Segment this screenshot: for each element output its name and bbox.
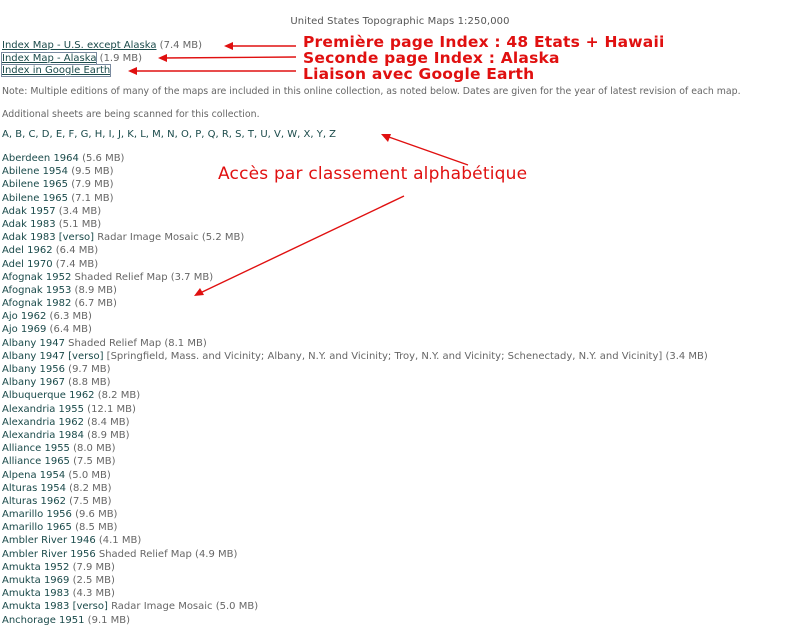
map-details: Radar Image Mosaic (5.0 MB) — [107, 601, 259, 613]
arrow-head-index-us — [224, 42, 233, 50]
alphabet-separator: , — [267, 129, 275, 140]
list-item — [2, 284, 798, 297]
map-details: (6.3 MB) — [46, 311, 92, 323]
map-details: (7.4 MB) — [52, 258, 99, 270]
list-item — [2, 534, 798, 547]
map-link[interactable]: Albany 1947 [verso] — [2, 350, 104, 362]
map-details: (8.9 MB) — [71, 284, 117, 296]
map-details: (12.1 MB) — [83, 403, 136, 415]
list-item — [2, 218, 798, 231]
map-link[interactable]: Anchorage 1951 — [2, 614, 85, 626]
map-link[interactable]: Alexandria 1962 — [2, 416, 84, 428]
index-row-alaska — [2, 53, 142, 65]
map-link[interactable]: Alexandria 1955 — [2, 403, 84, 415]
map-link[interactable]: Amukta 1969 — [2, 575, 70, 586]
index-map-us-size: (7.4 MB) — [156, 40, 203, 51]
map-link[interactable]: Afognak 1952 — [2, 271, 72, 283]
list-item — [2, 429, 798, 442]
alphabet-link-e[interactable]: E — [55, 129, 63, 140]
alphabet-link-m[interactable]: M — [152, 129, 161, 140]
map-details: Shaded Relief Map (4.9 MB) — [95, 548, 238, 560]
list-item — [2, 495, 798, 508]
alphabet-separator: , — [102, 129, 109, 140]
map-details: (9.7 MB) — [64, 364, 111, 375]
alphabet-separator: , — [241, 129, 248, 140]
map-link[interactable]: Aberdeen 1964 — [2, 153, 79, 164]
alphabet-link-b[interactable]: B — [15, 129, 23, 140]
list-item — [2, 192, 798, 205]
arrow-to-index-alaska — [162, 57, 296, 58]
map-link[interactable]: Alliance 1955 — [2, 443, 70, 455]
map-details: (8.5 MB) — [71, 522, 118, 534]
list-item — [2, 178, 798, 191]
map-details: (8.8 MB) — [64, 377, 111, 389]
list-item — [2, 389, 798, 402]
page-title: United States Topographic Maps 1:250,000 — [290, 16, 510, 27]
map-details: (5.0 MB) — [65, 469, 111, 481]
alphabet-link-i[interactable]: I — [108, 129, 112, 140]
list-item — [2, 587, 798, 600]
alphabet-separator: , — [174, 129, 181, 140]
map-link[interactable]: Ajo 1969 — [2, 324, 47, 336]
map-link[interactable]: Afognak 1982 — [2, 298, 72, 310]
index-row-google-earth — [2, 65, 110, 77]
list-item — [2, 614, 798, 627]
map-link[interactable]: Abilene 1965 — [2, 179, 69, 191]
alphabet-separator: , — [297, 129, 304, 140]
alphabet-link-c[interactable]: C — [28, 129, 36, 140]
alphabet-separator: , — [310, 129, 317, 140]
alphabet-separator: , — [280, 129, 288, 140]
alphabet-separator: , — [133, 129, 141, 140]
alphabet-link-v[interactable]: V — [274, 129, 281, 140]
list-item — [2, 271, 798, 284]
annotation-google-earth: Liaison avec Google Earth — [303, 65, 535, 83]
annotation-first-index: Première page Index : 48 Etats + Hawaii — [303, 33, 665, 51]
alphabet-separator: , — [49, 129, 56, 140]
map-details: (2.5 MB) — [69, 575, 115, 586]
alphabet-link-y[interactable]: Y — [316, 129, 323, 140]
alphabet-separator: , — [35, 129, 42, 140]
list-item — [2, 416, 798, 429]
alphabet-separator: , — [74, 129, 81, 140]
alphabet-separator: , — [160, 129, 168, 140]
map-details: (6.4 MB) — [46, 324, 92, 336]
annotation-second-index: Seconde page Index : Alaska — [303, 49, 560, 67]
alphabet-link-q[interactable]: Q — [207, 129, 216, 140]
list-item — [2, 297, 798, 310]
map-details: (7.1 MB) — [68, 192, 114, 204]
alphabet-separator: , — [253, 129, 261, 140]
alphabet-link-t[interactable]: T — [247, 129, 254, 140]
alphabet-link-f[interactable]: F — [68, 129, 75, 140]
map-link[interactable]: Adak 1983 — [2, 218, 56, 230]
list-item — [2, 323, 798, 336]
list-item — [2, 455, 798, 468]
list-item — [2, 337, 798, 350]
alphabet-separator: , — [120, 129, 128, 140]
map-link[interactable]: Ambler River 1946 — [2, 535, 96, 547]
map-link[interactable]: Adak 1957 — [2, 205, 56, 217]
index-google-earth-link[interactable]: Index in Google Earth — [2, 65, 111, 76]
map-link[interactable]: Abilene 1954 — [2, 166, 69, 178]
map-details: (4.1 MB) — [95, 535, 142, 547]
map-link[interactable]: Alturas 1954 — [2, 482, 66, 494]
list-item — [2, 258, 798, 271]
alphabet-separator: , — [188, 129, 196, 140]
map-link[interactable]: Adak 1983 [verso] — [2, 232, 95, 244]
additional-note: Additional sheets are being scanned for this collection. — [2, 109, 260, 120]
map-link[interactable]: Alpena 1954 — [2, 469, 66, 481]
arrow-head-index-alaska — [158, 54, 167, 62]
alphabet-link-n[interactable]: N — [167, 129, 175, 140]
list-item — [2, 548, 798, 561]
index-row-us — [2, 40, 202, 52]
alphabet-link-d[interactable]: D — [41, 129, 50, 140]
alphabet-link-a[interactable]: A — [2, 129, 9, 140]
alphabet-separator: , — [62, 129, 69, 140]
map-list — [2, 152, 798, 627]
map-link[interactable]: Amukta 1983 — [2, 588, 70, 600]
map-details: (8.2 MB) — [94, 390, 141, 402]
map-details: (9.6 MB) — [71, 509, 118, 521]
editions-note: Note: Multiple editions of many of the maps are included in this online collection, as noted below. Dates are given for the year of latest revision of each map. — [2, 86, 741, 97]
map-link[interactable]: Alexandria 1984 — [2, 429, 84, 441]
arrow-head-google-earth — [128, 67, 137, 75]
alphabet-link-r[interactable]: R — [221, 129, 229, 140]
map-details: (4.3 MB) — [69, 588, 115, 600]
map-details: (8.2 MB) — [65, 482, 112, 494]
map-link[interactable]: Ajo 1962 — [2, 311, 47, 323]
alphabet-separator: , — [8, 129, 16, 140]
map-details: (7.9 MB) — [69, 561, 115, 573]
map-link[interactable]: Afognak 1953 — [2, 284, 72, 296]
map-details: (9.5 MB) — [68, 166, 114, 178]
list-item — [2, 363, 798, 376]
alphabet-separator: , — [88, 129, 95, 140]
map-details: (6.4 MB) — [52, 245, 99, 257]
alphabet-link-s[interactable]: S — [235, 129, 242, 140]
alphabet-link-w[interactable]: W — [287, 129, 298, 140]
map-details: (5.6 MB) — [78, 153, 125, 164]
map-link[interactable]: Adel 1962 — [2, 245, 53, 257]
alphabet-link-o[interactable]: O — [180, 129, 189, 140]
map-details: (3.4 MB) — [55, 205, 102, 217]
alphabet-separator: , — [215, 129, 222, 140]
map-details: (8.9 MB) — [83, 429, 130, 441]
alphabet-separator: , — [111, 129, 118, 140]
map-link[interactable]: Abilene 1965 — [2, 192, 69, 204]
list-item — [2, 376, 798, 389]
map-link[interactable]: Amukta 1952 — [2, 561, 70, 573]
map-link[interactable]: Albany 1967 — [2, 377, 65, 389]
list-item — [2, 521, 798, 534]
alphabet-link-h[interactable]: H — [94, 129, 103, 140]
map-link[interactable]: Amarillo 1965 — [2, 522, 72, 534]
map-link[interactable]: Amukta 1983 [verso] — [2, 601, 108, 613]
map-details: Shaded Relief Map (8.1 MB) — [64, 337, 207, 349]
map-link[interactable]: Alturas 1962 — [2, 495, 66, 507]
map-details: (7.5 MB) — [69, 456, 116, 468]
list-item — [2, 350, 798, 363]
alphabet-link-x[interactable]: X — [303, 129, 311, 140]
alphabet-separator: , — [145, 129, 153, 140]
map-details: (9.1 MB) — [84, 614, 131, 626]
list-item — [2, 310, 798, 323]
alphabet-link-j[interactable]: J — [117, 129, 121, 140]
map-details: (5.1 MB) — [55, 218, 102, 230]
alphabet-separator: , — [228, 129, 236, 140]
list-item — [2, 469, 798, 482]
list-item — [2, 231, 798, 244]
map-link[interactable]: Ambler River 1956 — [2, 548, 96, 560]
map-details: Radar Image Mosaic (5.2 MB) — [94, 232, 245, 244]
index-map-alaska-size: (1.9 MB) — [96, 53, 143, 64]
alphabet-separator: , — [201, 129, 208, 140]
alphabet-link-z[interactable]: Z — [329, 129, 337, 140]
map-link[interactable]: Alliance 1965 — [2, 456, 70, 468]
map-details: (7.5 MB) — [65, 495, 112, 507]
map-details: (8.0 MB) — [69, 443, 116, 455]
map-details: (6.7 MB) — [71, 298, 117, 310]
alphabet-link-u[interactable]: U — [260, 129, 268, 140]
map-details: Shaded Relief Map (3.7 MB) — [71, 271, 214, 283]
annotation-alphabetical: Accès par classement alphabétique — [218, 164, 528, 184]
map-details: [Springfield, Mass. and Vicinity; Albany, N.Y. and Vicinity; Troy, N.Y. and Vicinity; Schenectady, N.Y. and Vicinity] (3.4 MB) — [103, 350, 708, 362]
list-item — [2, 508, 798, 521]
arrow-head-alphabet — [381, 134, 391, 142]
alphabet-separator: , — [322, 129, 330, 140]
list-item — [2, 152, 798, 165]
list-item — [2, 561, 798, 574]
list-item — [2, 244, 798, 257]
map-link[interactable]: Amarillo 1956 — [2, 509, 72, 521]
map-link[interactable]: Albuquerque 1962 — [2, 390, 95, 402]
alphabet-link-k[interactable]: K — [127, 129, 134, 140]
index-map-alaska-link[interactable]: Index Map - Alaska — [2, 53, 97, 64]
map-details: (7.9 MB) — [68, 179, 114, 191]
alphabet-link-g[interactable]: G — [80, 129, 89, 140]
map-link[interactable]: Albany 1947 — [2, 337, 65, 349]
alphabet-link-l[interactable]: L — [140, 129, 146, 140]
list-item — [2, 482, 798, 495]
alphabet-nav — [2, 129, 336, 140]
list-item — [2, 442, 798, 455]
alphabet-link-p[interactable]: P — [195, 129, 202, 140]
index-map-us-link[interactable]: Index Map - U.S. except Alaska — [2, 40, 157, 51]
list-item — [2, 165, 798, 178]
list-item — [2, 403, 798, 416]
list-item — [2, 205, 798, 218]
map-link[interactable]: Adel 1970 — [2, 258, 53, 270]
map-link[interactable]: Albany 1956 — [2, 364, 65, 375]
alphabet-separator: , — [22, 129, 29, 140]
list-item — [2, 600, 798, 613]
map-details: (8.4 MB) — [83, 416, 130, 428]
